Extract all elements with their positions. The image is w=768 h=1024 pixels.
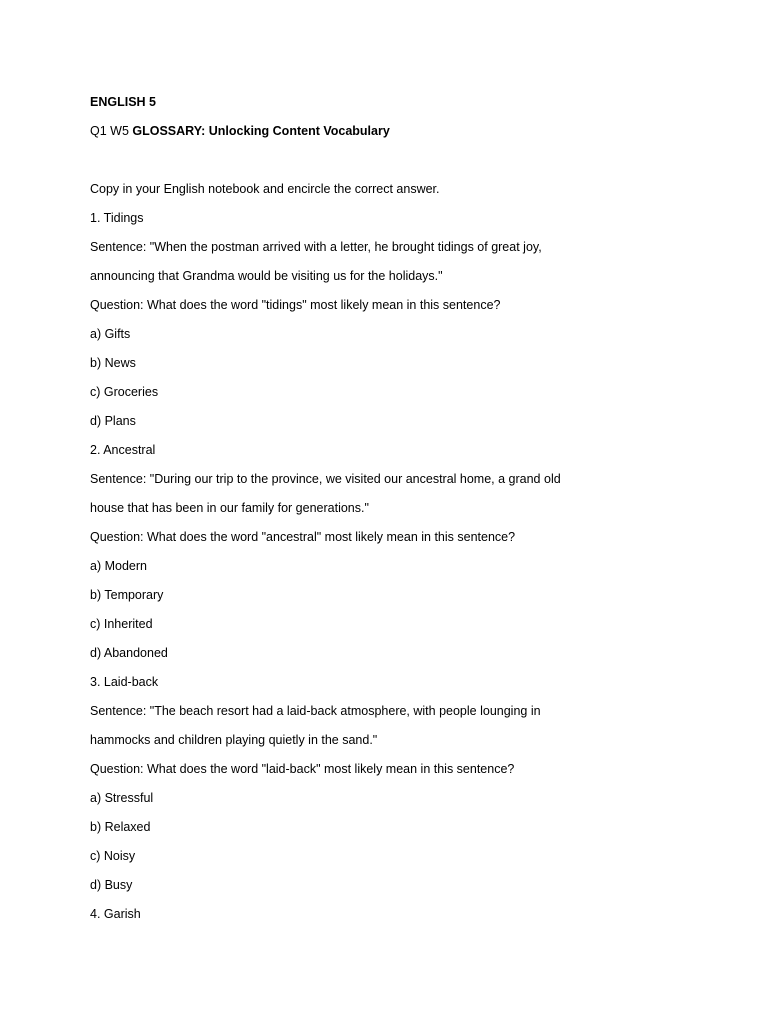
document-content bbox=[90, 93, 690, 934]
lesson-heading bbox=[90, 122, 690, 151]
item-sentence-continued: announcing that Grandma would be visiting us for the holidays." bbox=[90, 269, 443, 283]
lesson-title: GLOSSARY: Unlocking Content Vocabulary bbox=[132, 124, 390, 138]
choice-c: c) Noisy bbox=[90, 849, 136, 863]
choice-a: a) Gifts bbox=[90, 327, 131, 341]
item-question: Question: What does the word "tidings" most likely mean in this sentence? bbox=[90, 298, 501, 312]
item-title: 3. Laid-back bbox=[90, 675, 159, 689]
item-sentence: Sentence: "When the postman arrived with a letter, he brought tidings of great joy, bbox=[90, 240, 542, 254]
item-sentence: Sentence: "The beach resort had a laid-back atmosphere, with people lounging in bbox=[90, 704, 541, 718]
subject-heading: ENGLISH 5 bbox=[90, 95, 156, 109]
choice-b: b) News bbox=[90, 356, 136, 370]
choice-a: a) Modern bbox=[90, 559, 147, 573]
item-sentence: Sentence: "During our trip to the province, we visited our ancestral home, a grand old bbox=[90, 472, 561, 486]
choice-d: d) Abandoned bbox=[90, 646, 168, 660]
item-title: 4. Garish bbox=[90, 907, 141, 921]
item-title: 2. Ancestral bbox=[90, 443, 156, 457]
choice-c: c) Groceries bbox=[90, 385, 159, 399]
item-sentence-continued: hammocks and children playing quietly in the sand." bbox=[90, 733, 378, 747]
choice-b: b) Relaxed bbox=[90, 820, 151, 834]
choice-d: d) Plans bbox=[90, 414, 136, 428]
instructions-text: Copy in your English notebook and encircle the correct answer. bbox=[90, 182, 440, 196]
item-question: Question: What does the word "laid-back" most likely mean in this sentence? bbox=[90, 762, 515, 776]
item-sentence-continued: house that has been in our family for generations." bbox=[90, 501, 369, 515]
choice-c: c) Inherited bbox=[90, 617, 153, 631]
choice-a: a) Stressful bbox=[90, 791, 154, 805]
item-title: 1. Tidings bbox=[90, 211, 144, 225]
spacer bbox=[90, 151, 690, 180]
week-prefix: Q1 W5 bbox=[90, 124, 133, 138]
choice-b: b) Temporary bbox=[90, 588, 164, 602]
item-question: Question: What does the word "ancestral" most likely mean in this sentence? bbox=[90, 530, 516, 544]
choice-d: d) Busy bbox=[90, 878, 133, 892]
